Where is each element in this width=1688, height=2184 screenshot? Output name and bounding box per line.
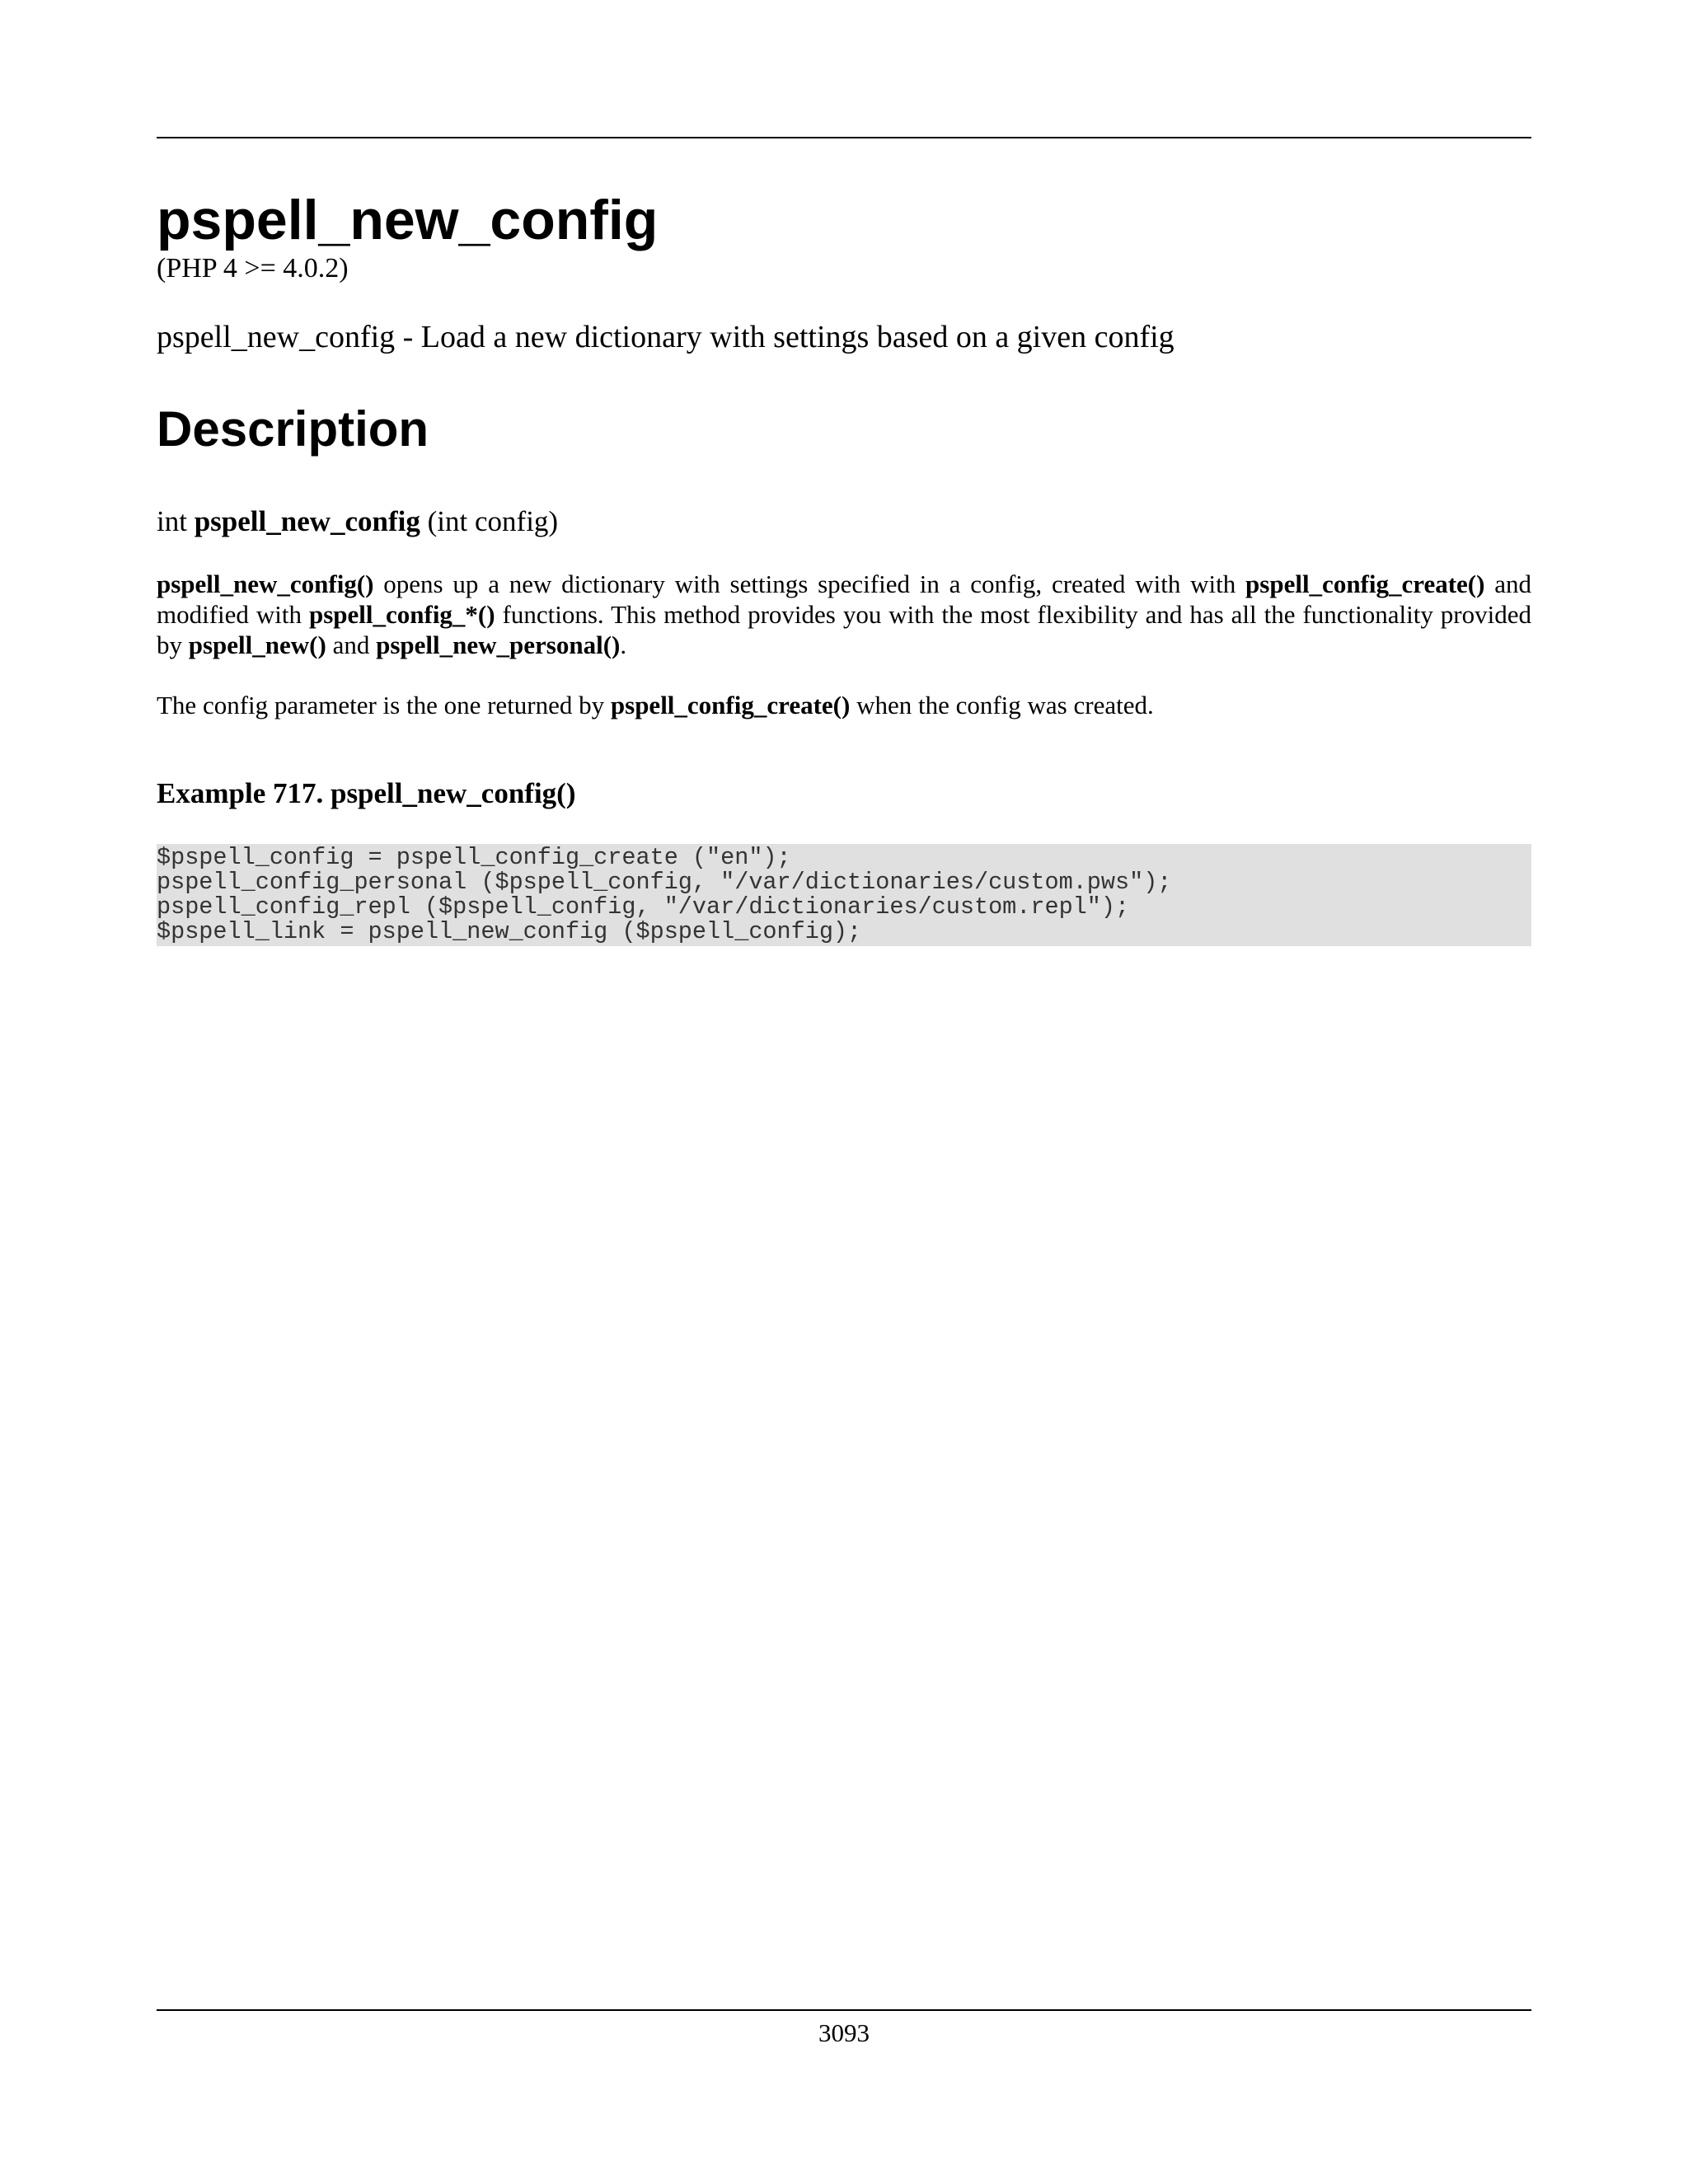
function-params: (int config): [427, 505, 559, 537]
function-ref: pspell_new_personal(): [376, 630, 621, 659]
code-line: pspell_config_personal ($pspell_config, "/var/dictionaries/custom.pws");: [157, 869, 1172, 896]
description-paragraph: [157, 569, 1531, 660]
config-parameter-paragraph: [157, 690, 1531, 720]
code-line: pspell_config_repl ($pspell_config, "/var/dictionaries/custom.repl");: [157, 893, 1130, 921]
page-title: pspell_new_config: [157, 189, 659, 251]
example-title: Example 717. pspell_new_config(): [157, 777, 576, 809]
function-ref: pspell_new_config(): [157, 569, 374, 598]
page-content: [157, 188, 1531, 946]
function-ref: pspell_config_*(): [308, 600, 495, 629]
page-number: 3093: [818, 2018, 870, 2047]
code-block: [157, 844, 1531, 946]
paragraph-text: functions. This method provides you with the most flexibility and has all the functionality provided by: [157, 600, 1531, 659]
paragraph-text: and: [326, 630, 377, 659]
paragraph-text: The config parameter is the one returned by: [157, 691, 611, 719]
return-type: int: [157, 505, 187, 537]
paragraph-text: opens up a new dictionary with settings specified in a config, created with with: [373, 569, 1246, 598]
paragraph-text: and modified with: [157, 569, 1532, 629]
version-info: (PHP 4 >= 4.0.2): [157, 253, 349, 284]
function-ref: pspell_config_create(): [610, 691, 851, 719]
paragraph-text: .: [620, 630, 627, 659]
code-line: $pspell_config = pspell_config_create ("en");: [157, 844, 791, 871]
function-synopsis: [157, 504, 1531, 539]
ref-purpose: pspell_new_config - Load a new dictionary with settings based on a given config: [157, 320, 1175, 354]
description-heading: Description: [157, 401, 429, 457]
code-line: $pspell_link = pspell_new_config ($pspell_config);: [157, 918, 862, 945]
function-name: pspell_new_config: [194, 505, 420, 537]
paragraph-text: when the config was created.: [850, 691, 1154, 719]
function-ref: pspell_new(): [188, 630, 326, 659]
footer-rule: [157, 2009, 1531, 2011]
function-ref: pspell_config_create(): [1245, 569, 1485, 598]
header-rule: [157, 137, 1531, 138]
